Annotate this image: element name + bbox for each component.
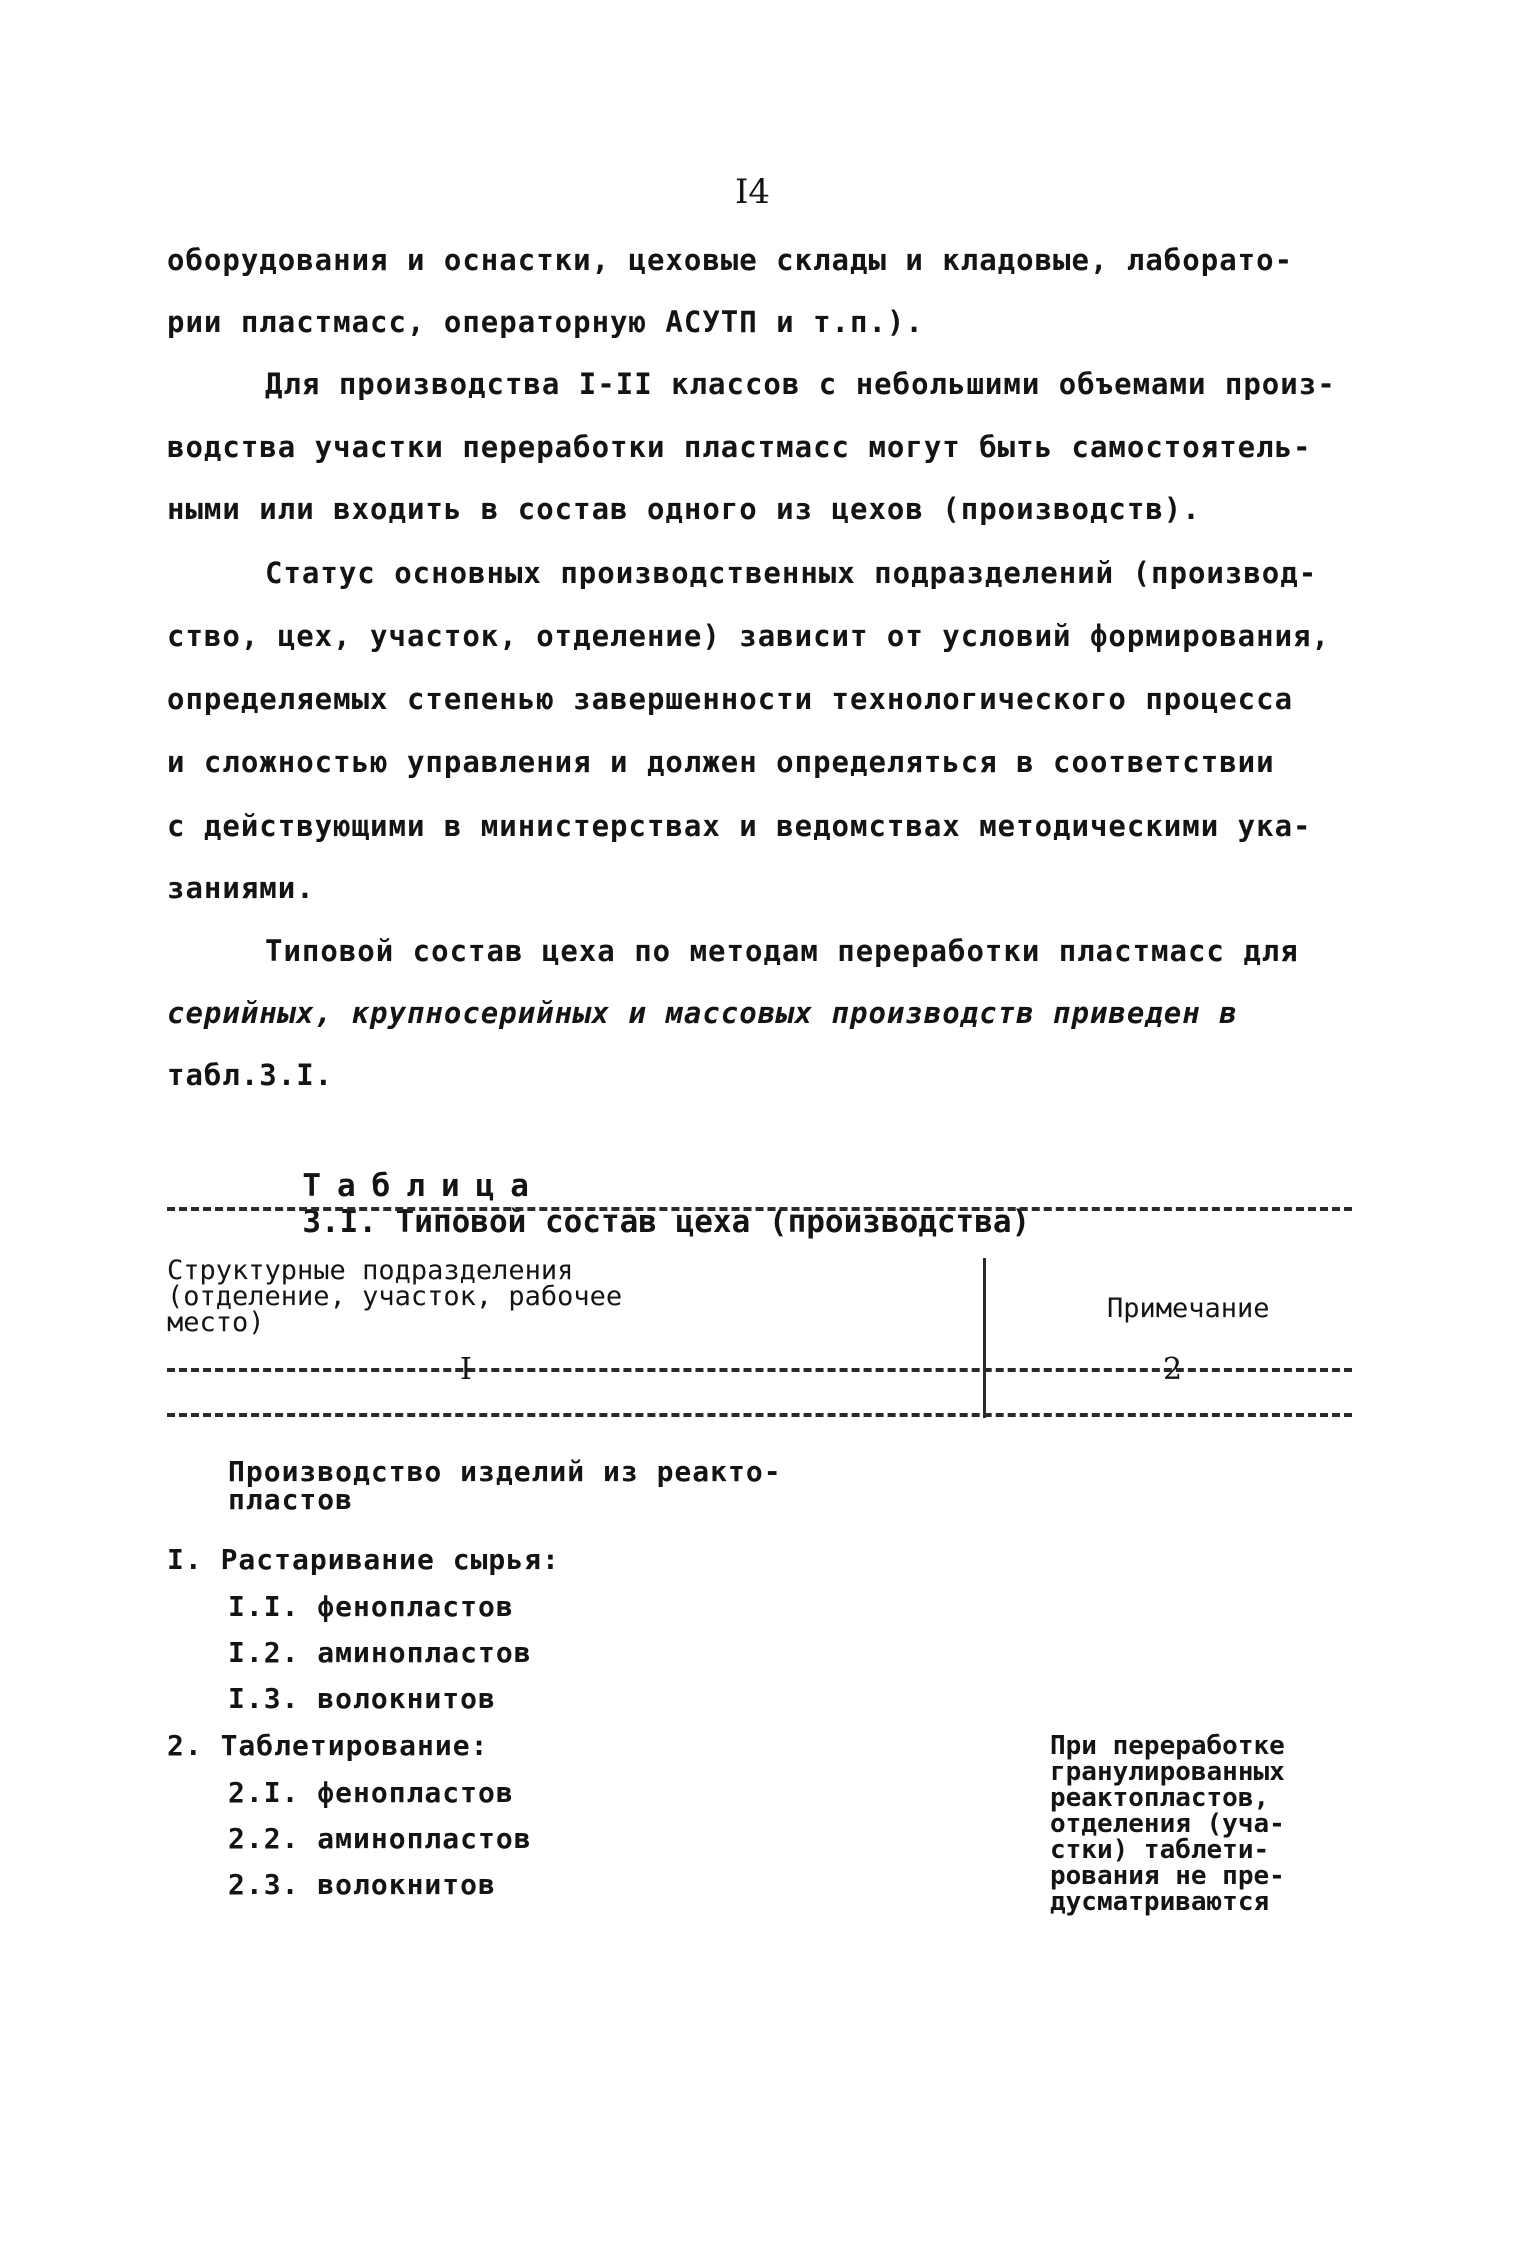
table-row: 2.2. аминопластов: [228, 1822, 532, 1855]
table-caption: [265, 1132, 1030, 1240]
text-line: с действующими в министерствах и ведомствах методическими ука-: [167, 809, 1312, 843]
text-line: определяемых степенью завершенности технологического процесса: [167, 682, 1294, 716]
text-line: табл.3.I.: [167, 1058, 334, 1092]
table-row: I.3. волокнитов: [228, 1682, 496, 1715]
table-numbers-rule: [167, 1413, 1352, 1417]
table-column-divider: [983, 1258, 986, 1418]
table-caption-word: Таблица: [302, 1168, 545, 1204]
table-header-structural-units: Структурные подразделения (отделение, участок, рабочее место): [167, 1255, 623, 1338]
table-row: 2.I. фенопластов: [228, 1776, 514, 1809]
text-line: Типовой состав цеха по методам переработки пластмасс для: [265, 934, 1299, 968]
text-line: ство, цех, участок, отделение) зависит от условий формирования,: [167, 619, 1330, 653]
table-column-number-1: I: [460, 1352, 472, 1387]
text-line: оборудования и оснастки, цеховые склады и кладовые, лаборато-: [167, 243, 1294, 277]
text-line: Статус основных производственных подразделений (производ-: [265, 556, 1318, 590]
table-caption-text: 3.I. Типовой состав цеха (производства): [302, 1204, 1031, 1240]
text-line: рии пластмасс, операторную АСУТП и т.п.).: [167, 305, 924, 339]
table-header-note: Примечание: [1107, 1293, 1270, 1324]
text-line: и сложностью управления и должен определяться в соответствии: [167, 745, 1275, 779]
text-line: ными или входить в состав одного из цехов (производств).: [167, 492, 1201, 526]
table-row: 2. Таблетирование:: [167, 1729, 489, 1762]
table-column-number-2: 2: [1163, 1352, 1183, 1387]
table-note: При переработке гранулированных реактопластов, отделения (уча- стки) таблети- рования не пре- дусматриваются: [1050, 1731, 1285, 1917]
page-number: I4: [735, 172, 771, 212]
table-section-title: Производство изделий из реакто- пластов: [228, 1455, 782, 1516]
table-row: I.I. фенопластов: [228, 1590, 514, 1623]
text-line: водства участки переработки пластмасс могут быть самостоятель-: [167, 430, 1312, 464]
table-top-rule: [167, 1207, 1352, 1211]
text-line: заниями.: [167, 871, 315, 905]
table-row: I.2. аминопластов: [228, 1636, 532, 1669]
table-row: I. Растаривание сырья:: [167, 1543, 560, 1576]
table-row: 2.3. волокнитов: [228, 1868, 496, 1901]
text-line: Для производства I-II классов с небольшими объемами произ-: [265, 367, 1336, 401]
text-line: серийных, крупносерийных и массовых производств приведен в: [167, 996, 1238, 1030]
